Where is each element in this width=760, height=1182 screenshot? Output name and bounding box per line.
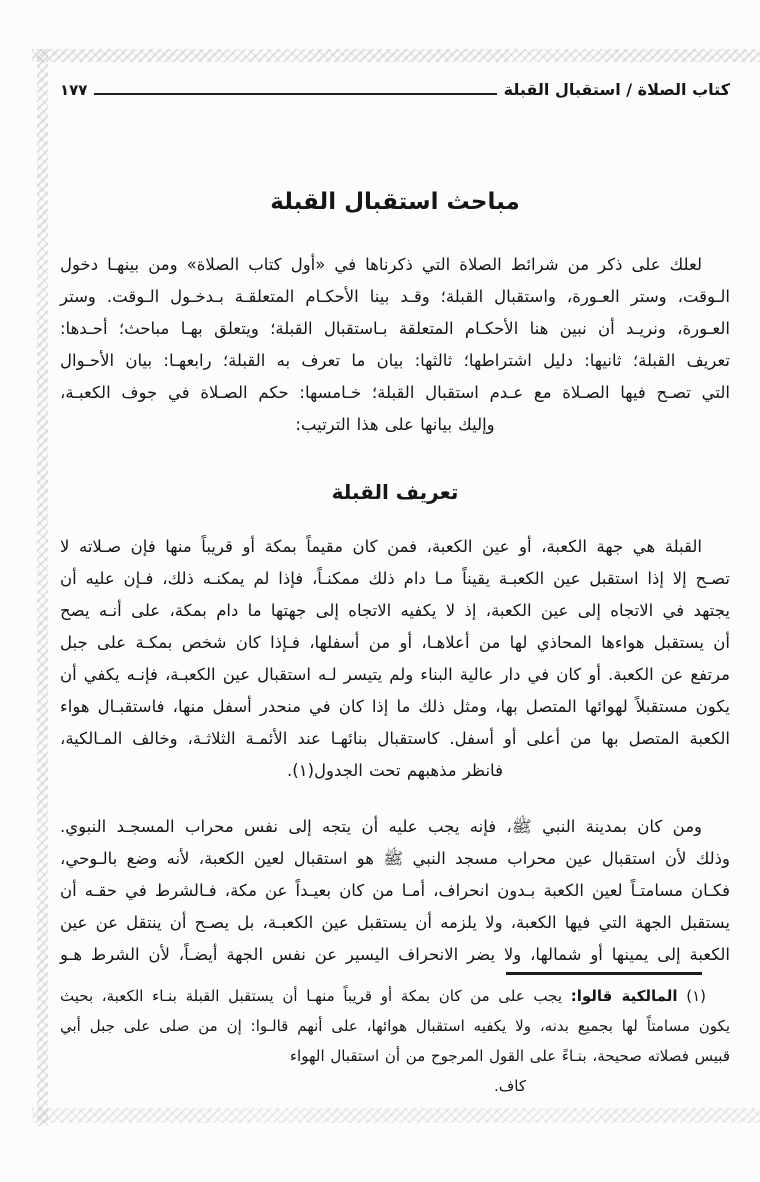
text-line: فكـان مسامتـاً لعين الكعبة بـدون انحراف، أمـا من كان بعيـداً عن مكة، فـالشرط في حقـه أن — [60, 881, 730, 900]
running-header-title: كتاب الصلاة / استقبال القبلة — [503, 80, 730, 99]
text-line: وإليك بيانها على هذا الترتيب: — [295, 415, 495, 434]
footnote-marker: (١) — [686, 986, 706, 1005]
footnote-block — [60, 972, 730, 1101]
header-rule — [94, 93, 496, 95]
text-line: يكون مسامتاً لها بجميع بدنه، ولا يكفيه استقبال هوائها، على أنهم قالـوا: إن من صلى على جبل أبي — [60, 1016, 730, 1035]
text-line: ومن كان بمدينة النبي ﷺ، فإنه يجب عليه أن يتجه إلى نفس محراب المسجـد النبوي. — [60, 817, 702, 836]
footnote-lines — [60, 1011, 730, 1101]
footnote-school-label: المالكية قالوا: — [570, 986, 678, 1005]
text-line: تصـح إلا إذا استقبل عين الكعبـة يقيناً مـا دام ذلك ممكنـاً، فإذا لم يمكنـه ذلك، فـإن عليه أن — [60, 569, 730, 588]
text-line: تعريف القبلة؛ ثانيها: دليل اشتراطها؛ ثالثها: بيان ما تعرف به القبلة؛ رابعهـا: بيان الأحـوال — [60, 351, 730, 370]
medina-qibla-paragraph — [60, 811, 730, 971]
running-header — [60, 80, 730, 99]
text-line: أن يستقبل هواءها المحاذي لها من أعلاهـا، أو من أسفلها، فـإذا كان شخص بمكـة على جبل — [60, 633, 730, 652]
text-line: العـورة، ونريـد أن نبين هنا الأحكـام المتعلقة بـاستقبال القبلة؛ ويتعلق بهـا مباحث؛ أحـدها: — [60, 319, 730, 338]
section-heading: تعريف القبلة — [331, 480, 459, 504]
text-line: وذلك لأن استقبال عين محراب مسجد النبي ﷺ هو استقبال لعين الكعبة، لأنه وضع بالـوحي، — [60, 849, 730, 868]
text-line: الـوقت، وستر العـورة، واستقبال القبلة؛ وقـد بينا الأحكـام المتعلقـة بـدخـول الـوقت. وستر — [60, 287, 730, 306]
text-line: يجتهد في الاتجاه إلى عين الكعبة، إذ لا يكفيه الاتجاه إلى جهتها ما دام بمكة، على أنـه يصح — [60, 601, 730, 620]
text-line: القبلة هي جهة الكعبة، أو عين الكعبة، فمن كان مقيماً بمكة أو قريباً منها فإن صـلاته لا — [60, 537, 702, 556]
qibla-definition-paragraph — [60, 531, 730, 787]
text-line: قبيس فصلاته صحيحة، بنـاءً على القول المرجوح من أن استقبال الهواء كاف. — [290, 1046, 730, 1095]
text-line: فانظر مذهبهم تحت الجدول(١). — [287, 761, 503, 780]
text-line: الكعبة المتصل بها من أعلى أو أسفل. كاستقبال بنائهـا عند الأئمـة الثلاثـة، وخالف المـالكية، — [60, 729, 730, 748]
footnote-separator-rule — [506, 972, 702, 975]
text-line: يكون مستقبلاً لهوائها المتصل بها، ومثل ذلك ما إذا كان في منحدر أسفل منها، فاستقبـال هواء — [60, 697, 730, 716]
ornament-border-bottom — [32, 1108, 760, 1123]
chapter-title: مباحث استقبال القبلة — [270, 189, 520, 215]
text-line: الكعبة إلى يمينها أو شمالها، ولا يضر الانحراف اليسير عن نفس الجهة أيضـاً، لأن الشرط هـو — [60, 945, 730, 964]
footnote-line-first — [60, 981, 730, 1011]
intro-paragraph — [60, 249, 730, 441]
footnote-line-first-text: يجب على من كان بمكة أو قريباً منهـا أن يستقبل القبلة بنـاء الكعبة، بحيث — [60, 986, 562, 1005]
text-line: يستقبل الجهة التي فيها الكعبة، ولا يلزمه أن يستقبل عين الكعبـة، بل يصـح أن ينتقل عن عين — [60, 913, 730, 932]
page-number: ١٧٧ — [60, 81, 88, 99]
text-line: لعلك على ذكر من شرائط الصلاة التي ذكرناها في «أول كتاب الصلاة» ومن بينهـا دخول — [60, 255, 702, 274]
text-line: مرتفع عن الكعبة. أو كان في دار عالية البناء ولم يتيسر لـه استقبال عين الكعبـة، فإنـه يكفي أن — [60, 665, 730, 684]
text-line: التي تصـح فيها الصـلاة مع عـدم استقبال القبلة؛ خـامسها: حكم الصـلاة في جوف الكعبـة، — [60, 383, 730, 402]
